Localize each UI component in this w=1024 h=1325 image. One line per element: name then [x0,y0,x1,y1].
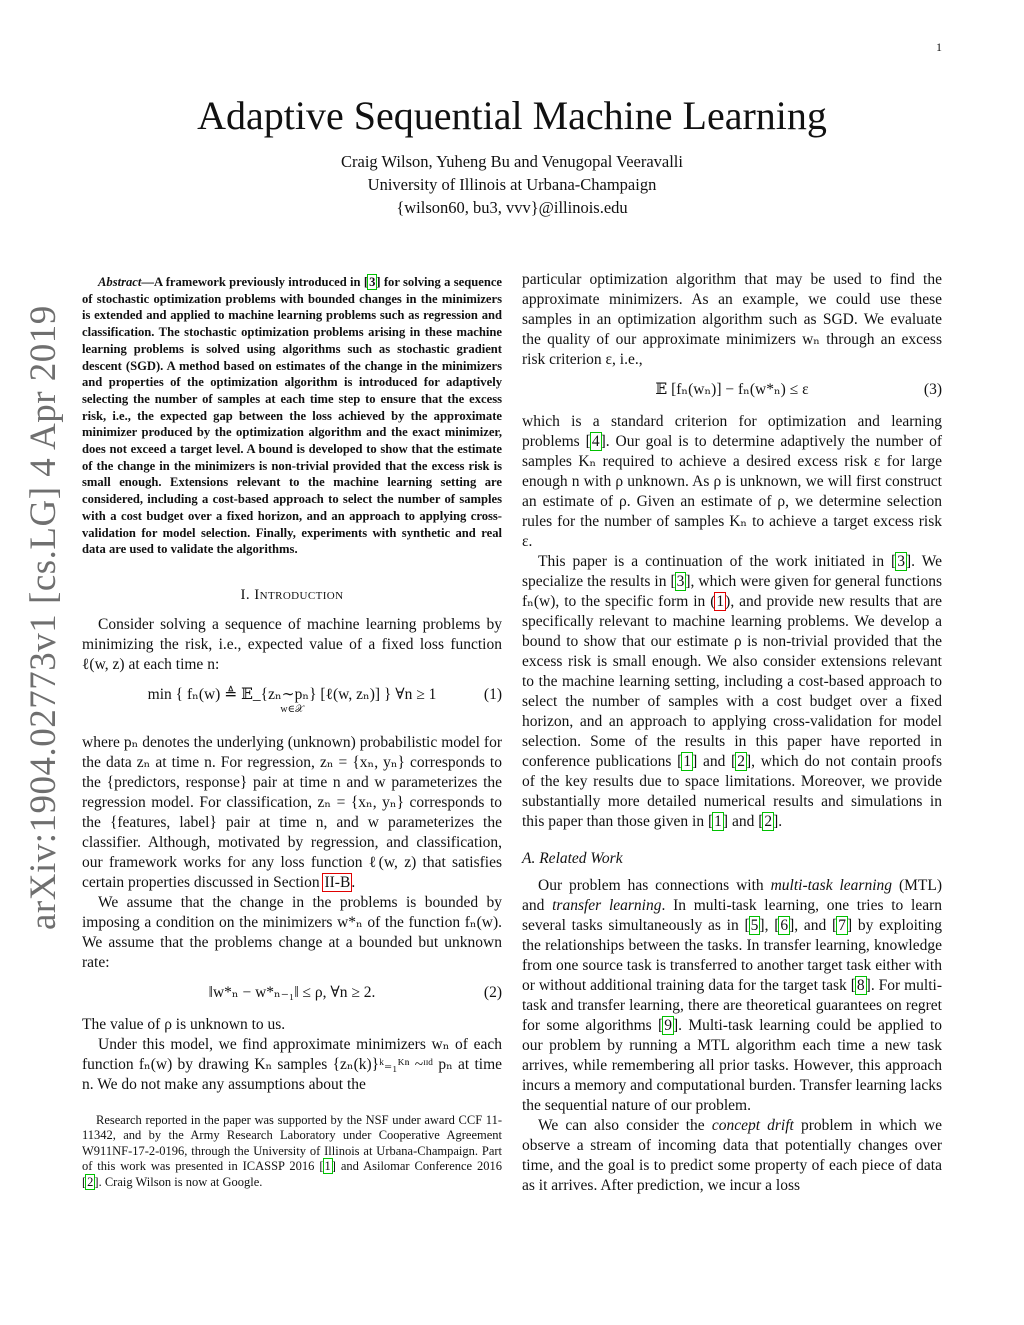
right-p4-text: . For multi-task and transfer learning, there are theoretical guarantees on regret for some algorithms [522,977,942,1034]
equation-1-body: min { fₙ(w) ≜ 𝔼_{zₙ∼pₙ} [ℓ(w, zₙ)] } ∀n ≥ 1 [147,685,437,703]
right-p3-text: . We specialize the results in [522,553,942,590]
right-paragraph-4: Our problem has connections with multi-task learning (MTL) and transfer learning. In multi-task learning, one tries to learn several tasks simultaneously as in [5], [6], and [7] by exploiting the relationships between the tasks. In transfer learning, knowledge from one source task is transferred to another target task either with or without additional training data for the target task [8]. For multi-task and transfer learning, there are theoretical guarantees on regret for some algorithms [9]. Multi-task learning could be applied to our problem by running a MTL algorithm each time a new task arrives, while remembering all prior tasks. However, this approach incurs a memory and computational burden. Transfer learning lacks the sequential nature of our problem. [522,877,943,1114]
citation-link[interactable]: 3 [369,275,376,289]
abstract-text-b: for solving a sequence of stochastic optimization problems with bounded changes in the minimizers is extended and applied to machine learning problems such as regression and classification. The stochastic optimization problems arising in these machine learning problems is solved using algorithms such as stochastic gradient descent (SGD). A method based on estimates of the change in the minimizers and properties of the optimization algorithm is introduced for adaptively selecting the number of samples at each time step to ensure that the excess risk, i.e., the expected gap between the loss achieved by the approximate minimizer produced by the optimization algorithm and the exact minimizer, does not exceed a target level. A bound is developed to show that the estimate of the change in the minimizers is non-trivial provided that the excess risk is small enough. Extensions relevant to the machine learning setting are considered, including a cost-based approach to select the number of samples with a cost budget over a fixed horizon, and an approach to applying cross-validation for model selection. Finally, experiments with synthetic and real data are used to validate the algorithms. [82,275,502,557]
citation-link[interactable]: 3 [897,553,905,570]
arxiv-stamp: arXiv:1904.02773v1 [cs.LG] 4 Apr 2019 [23,305,64,930]
affiliation: University of Illinois at Urbana-Champaign [367,175,657,194]
right-column [522,270,942,1196]
right-p3-text: , and provide new results that are specifically relevant to machine learning problems. We develop a bound to show that our estimate ρ is non-trivial provided that the excess risk is small enough. We also consider extensions relevant to the machine learning setting, including a cost-based approach to select the number of samples with a cost budget over a fixed horizon, and an approach to applying cross-validation for model selection. Some of the results in this paper have reported in conference publications [522,593,942,770]
citation-link[interactable]: 3 [676,573,685,590]
right-p5-text: We can also consider the [538,1117,712,1134]
paper-title: Adaptive Sequential Machine Learning [197,93,827,138]
right-p3-text: , which were given for general functions fₙ(w), to the specific form in [522,573,943,610]
abstract-text-a: A framework previously introduced in [153,275,364,289]
right-p2-text-b: . Our goal is to determine adaptively the number of samples Kₙ required to achieve a desired excess risk ε for large enough n with ρ unknown. As ρ is unknown, we will first construct an estimate of ρ. Given an estimate of ρ, we determine selection rules for the number of samples Kₙ to achieve a target excess risk ε. [522,433,942,550]
subsection-heading-related-work: A. Related Work [522,850,623,867]
citation-link[interactable]: 5 [750,917,759,934]
equation-1-number: (1) [483,685,502,703]
citation-link[interactable]: 2 [737,753,745,770]
emphasis-term: concept drift [711,1117,794,1134]
citation-link[interactable]: 1 [324,1159,331,1174]
citation-link[interactable]: 8 [856,977,865,994]
intro-p2-text-b: . [351,873,356,891]
right-p5-text: problem in which we observe a stream of incoming data that potentially changes over time, and the goal is to predict some property of each piece of data as it arrives. After prediction, we incur a loss [522,1117,942,1194]
equation-2-body: ‖w*ₙ − w*ₙ₋₁‖ ≤ ρ, ∀n ≥ 2. [208,983,376,1001]
abstract-label: Abstract [98,275,142,289]
intro-p2-text-a: where pₙ denotes the underlying (unknown) probabilistic model for the data zₙ at time n. For regression, zₙ = {xₙ, yₙ} corresponds to the {predictors, response} pair at time n and w parameterizes the regression model. For classification, zₙ = {xₙ, yₙ} corresponds to the {features, label} pair at time n, and w parameterizes the classifier. Although, motivated by regression, and classification, our framework works for any loss function ℓ(w, z) that satisfies certain properties discussed in Section [82,733,502,891]
right-p4-text: . Multi-task learning could be applied to our problem by running a MTL algorithm each time a new task arrives, while remembering all prior tasks. However, this approach incurs a memory and computational burden. Transfer learning lacks the sequential nature of our problem. [522,1017,943,1114]
right-p3-text: This paper is a continuation of the work initiated in [538,553,892,570]
right-p3-text: . [778,813,783,830]
right-paragraph-1: particular optimization algorithm that may be used to find the approximate minimizers. As an example, we could use these samples in an optimization algorithm such as SGD. We evaluate the quality of our approximate minimizers wₙ through an excess risk criterion ε, i.e., [522,271,942,368]
citation-link[interactable]: 4 [591,433,600,450]
footnote-text-c: . Craig Wilson is now at Google. [98,1174,263,1189]
right-p4-text: , and [794,917,833,934]
right-p4-text: Our problem has connections with [538,877,771,894]
section-heading-introduction [82,587,502,604]
author-list: Craig Wilson, Yuheng Bu and Venugopal Veeravalli [341,152,683,171]
footnote-text-b: and Asilomar Conference 2016 [335,1159,502,1174]
equation-3-body: 𝔼 [fₙ(wₙ)] − fₙ(w*ₙ) ≤ ε [655,381,809,398]
citation-link[interactable]: 1 [714,813,722,830]
citation-link[interactable]: 2 [764,813,773,830]
right-p3-text: and [728,813,759,830]
intro-paragraph-3: We assume that the change in the problems is bounded by imposing a condition on the minimizers w*ₙ of the function fₙ(w). We assume that the problems change at a bounded but unknown rate: [82,893,502,971]
right-paragraph-3: This paper is a continuation of the work initiated in [3]. We specialize the results in [3], which were given for general functions fₙ(w), to the specific form in (1), and provide new results that are specifically relevant to machine learning problems. We develop a bound to show that our estimate ρ is non-trivial provided that the excess risk is small enough. We also consider extensions relevant to the machine learning setting, including a cost-based approach to select the number of samples with a cost budget over a fixed horizon, and an approach to applying cross-validation for model selection. Some of the results in this paper have reported in conference publications [1] and [2], which do not contain proofs of the key results due to space limitations. Moreover, we provide substantially more detailed numerical results and simulations in this paper than those given in [1] and [2]. [522,553,943,830]
equation-3 [522,380,942,400]
right-p3-text: and [697,753,732,770]
abstract-dash: — [141,275,154,289]
citation-link[interactable]: 9 [664,1017,672,1034]
intro-paragraph-1: Consider solving a sequence of machine learning problems by minimizing the risk, i.e., expected value of a fixed loss function ℓ(w, z) at each time n: [82,615,502,673]
citation-link[interactable]: 7 [838,917,846,934]
right-p3-text: , which do not contain proofs of the key results due to space limitations. Moreover, we provide substantially more detailed numerical results and simulations in this paper than those given in [522,753,942,830]
equation-2 [82,983,502,1003]
citation-link[interactable]: 1 [683,753,692,770]
right-p4-text: , [764,917,775,934]
intro-paragraph-5: Under this model, we find approximate minimizers wₙ of each function fₙ(w) by drawing Kₙ samples {zₙ(k)}ᵏ₌₁ᴷⁿ ~ᶦᶦᵈ pₙ at time n. We do not make any assumptions about the [82,1035,502,1093]
emphasis-term: transfer learning [552,897,662,914]
section-link[interactable]: II-B [324,873,351,891]
right-p4-text: . In multi-task learning, one tries to learn several tasks simultaneously as in [522,897,942,934]
section-numeral: I. [240,586,255,603]
equation-1-subscript: w∈𝒳 [280,703,304,715]
right-p4-text: by exploiting the relationships between the tasks. In transfer learning, knowledge from one source task is transferred to another target task either with or without additional training data for the target task [522,917,942,994]
equation-1 [82,685,502,721]
right-paragraph-5 [522,1116,942,1196]
section-title: Introduction [254,586,344,603]
equation-2-number: (2) [483,983,502,1001]
left-column [82,270,502,1202]
footnote-text-a: Research reported in the paper was supported by the NSF under award CCF 11-11342, and by the Army Research Laboratory under Cooperative Agreement W911NF-17-2-0196, through the University of Illinois at Urbana-Champaign. Part of this work was presented in ICASSP 2016 [82,1112,502,1174]
author-email: {wilson60, bu3, vvv}@illinois.edu [396,198,628,217]
emphasis-term: multi-task learning [770,877,893,894]
citation-link[interactable]: 2 [87,1174,94,1189]
citation-link[interactable]: 6 [780,917,789,934]
intro-paragraph-2 [82,733,502,893]
equation-3-number: (3) [923,381,942,398]
abstract: Abstract—A framework previously introduced in [3] for solving a sequence of stochastic optimization problems with bounded changes in the minimizers is extended and applied to machine learning problems such as regression and classification. The stochastic optimization problems arising in these machine learning problems is solved using algorithms such as stochastic gradient descent (SGD). A method based on estimates of the change in the minimizers and properties of the optimization algorithm is introduced for adaptively selecting the number of samples at each time step to ensure that the excess risk, i.e., the expected gap between the loss achieved by the approximate minimizer produced by the optimization algorithm and the exact minimizer, does not exceed a target level. A bound is developed to show that the estimate of the change in the minimizers is non-trivial provided that the excess risk is small enough. Extensions relevant to the machine learning setting are considered, including a cost-based approach to select the number of samples with a cost budget over a fixed horizon, and an approach to applying cross-validation for model selection. Finally, experiments with synthetic and real data are used to validate the algorithms. [82,275,502,557]
right-paragraph-2: which is a standard criterion for optimization and learning problems [4]. Our goal is to determine adaptively the number of samples Kₙ required to achieve a desired excess risk ε for large enough n with ρ unknown. As ρ is unknown, we will first construct an estimate of ρ. Given an estimate of ρ, we determine selection rules for the number of samples Kₙ to achieve a target excess risk ε. [522,413,942,550]
equation-link[interactable]: 1 [716,593,725,610]
intro-paragraph-4: The value of ρ is unknown to us. [82,1015,286,1033]
page-number: 1 [936,40,942,54]
right-p2-text-a: which is a standard criterion for optimization and learning problems [522,413,942,450]
right-p4-text: (MTL) and [522,877,942,914]
footnote: Research reported in the paper was supported by the NSF under award CCF 11-11342, and by the Army Research Laboratory under Cooperative Agreement W911NF-17-2-0196, through the University of Illinois at Urbana-Champaign. Part of this work was presented in ICASSP 2016 [1] and Asilomar Conference 2016 [2]. Craig Wilson is now at Google. [82,1112,502,1189]
